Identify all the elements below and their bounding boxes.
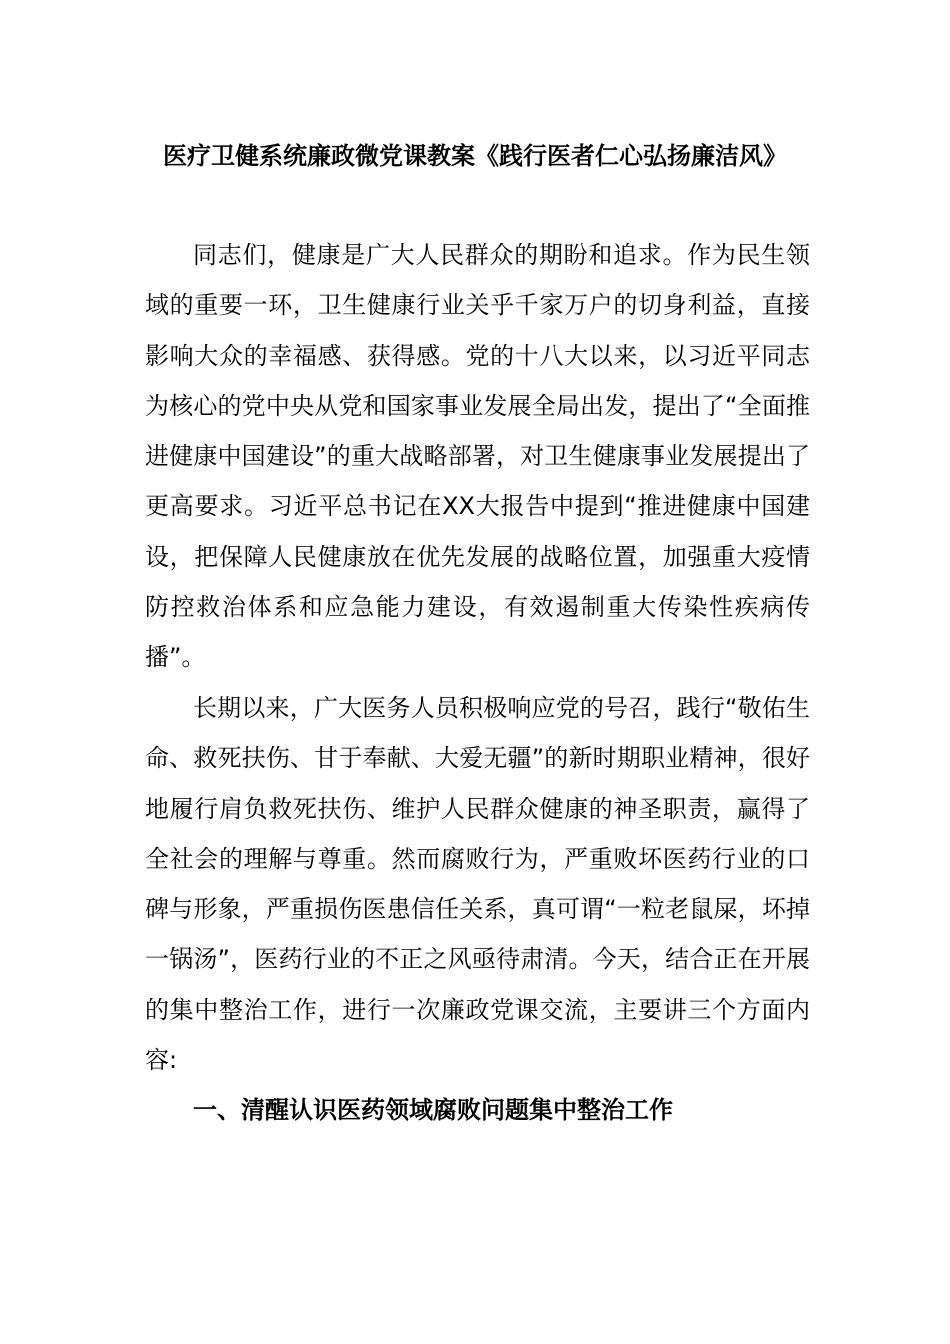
body-paragraph: 长期以来，广大医务人员积极响应党的号召，践行“敬佑生命、救死扶伤、甘于奉献、大爱无疆”的新时期职业精神，很好地履行肩负救死扶伤、维护人民群众健康的神圣职责，赢得了全社会的理解与尊重。然而腐败行为，严重败坏医药行业的口碑与形象，严重损伤医患信任关系，真可谓“一粒老鼠屎，坏掉一锅汤”，医药行业的不正之风亟待肃清。今天，结合正在开展的集中整治工作，进行一次廉政党课交流，主要讲三个方面内容: xyxy=(145,694,810,1075)
section-heading: 一、清醒认识医药领域腐败问题集中整治工作 xyxy=(193,1096,673,1124)
body-paragraph: 同志们，健康是广大人民群众的期盼和追求。作为民生领域的重要一环，卫生健康行业关乎千家万户的切身利益，直接影响大众的幸福感、获得感。党的十八大以来，以习近平同志为核心的党中央从党和国家事业发展全局出发，提出了“全面推进健康中国建设”的重大战略部署，对卫生健康事业发展提出了更高要求。习近平总书记在XX大报告中提到“推进健康中国建设，把保障人民健康放在优先发展的战略位置，加强重大疫情防控救治体系和应急能力建设，有效遏制重大传染性疾病传播”。 xyxy=(145,241,810,672)
document-title: 医疗卫健系统廉政微党课教案《践行医者仁心弘扬廉洁风》 xyxy=(163,142,787,170)
